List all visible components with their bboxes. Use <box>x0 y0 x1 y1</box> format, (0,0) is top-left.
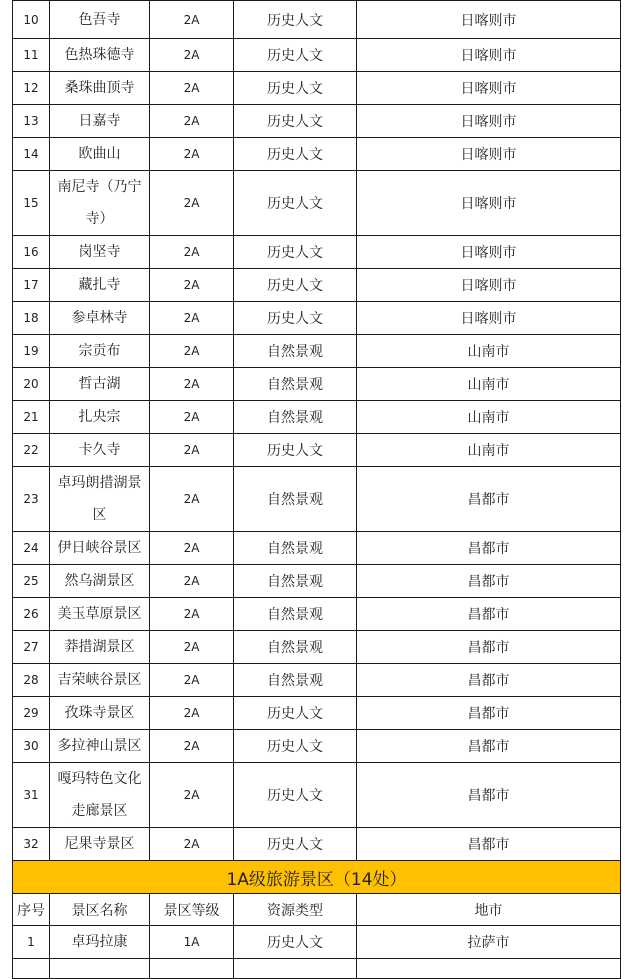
scenic-name: 参卓林寺 <box>50 302 150 335</box>
city-name: 拉萨市 <box>357 926 621 959</box>
scenic-name: 宗贡布 <box>50 335 150 368</box>
city-name: 日喀则市 <box>357 105 621 138</box>
table-row <box>13 828 621 861</box>
resource-type: 历史人文 <box>234 105 357 138</box>
row-number: 15 <box>13 171 50 236</box>
table-row <box>13 434 621 467</box>
city-name: 昌都市 <box>357 664 621 697</box>
scenic-level: 2A <box>150 467 234 532</box>
scenic-level: 2A <box>150 368 234 401</box>
scenic-name: 美玉草原景区 <box>50 598 150 631</box>
resource-type: 自然景观 <box>234 401 357 434</box>
scenic-name: 孜珠寺景区 <box>50 697 150 730</box>
row-number: 27 <box>13 631 50 664</box>
table-row <box>13 335 621 368</box>
resource-type: 历史人文 <box>234 72 357 105</box>
scenic-name: 藏扎寺 <box>50 269 150 302</box>
table-row <box>13 39 621 72</box>
scenic-name: 扎央宗 <box>50 401 150 434</box>
table-body <box>13 1 621 979</box>
resource-type: 自然景观 <box>234 467 357 532</box>
scenic-name: 岗坚寺 <box>50 236 150 269</box>
row-number: 32 <box>13 828 50 861</box>
scenic-level: 2A <box>150 72 234 105</box>
table-row <box>13 467 621 532</box>
table-row <box>13 664 621 697</box>
resource-type: 自然景观 <box>234 664 357 697</box>
scenic-level: 2A <box>150 269 234 302</box>
row-number: 21 <box>13 401 50 434</box>
row-number: 16 <box>13 236 50 269</box>
city-name: 山南市 <box>357 434 621 467</box>
scenic-name: 莽措湖景区 <box>50 631 150 664</box>
city-name: 山南市 <box>357 335 621 368</box>
table-row <box>13 1 621 39</box>
resource-type: 历史人文 <box>234 1 357 39</box>
resource-type: 历史人文 <box>234 926 357 959</box>
resource-type: 历史人文 <box>234 269 357 302</box>
scenic-name: 然乌湖景区 <box>50 565 150 598</box>
city-name: 山南市 <box>357 401 621 434</box>
resource-type: 自然景观 <box>234 565 357 598</box>
scenic-name: 色热珠德寺 <box>50 39 150 72</box>
scenic-name: 欧曲山 <box>50 138 150 171</box>
scenic-name: 吉荣峡谷景区 <box>50 664 150 697</box>
table-row <box>13 401 621 434</box>
row-number: 17 <box>13 269 50 302</box>
resource-type: 历史人文 <box>234 434 357 467</box>
city-name: 日喀则市 <box>357 39 621 72</box>
row-number: 31 <box>13 763 50 828</box>
scenic-name: 伊日峡谷景区 <box>50 532 150 565</box>
city-name: 日喀则市 <box>357 269 621 302</box>
city-name: 昌都市 <box>357 763 621 828</box>
header-name: 景区名称 <box>50 894 150 926</box>
scenic-level: 2A <box>150 236 234 269</box>
resource-type: 历史人文 <box>234 236 357 269</box>
row-number: 28 <box>13 664 50 697</box>
table-row <box>13 368 621 401</box>
section-header-row <box>13 861 621 894</box>
scenic-name: 日嘉寺 <box>50 105 150 138</box>
scenic-level: 2A <box>150 302 234 335</box>
table-row <box>13 171 621 236</box>
row-number: 20 <box>13 368 50 401</box>
resource-type: 历史人文 <box>234 828 357 861</box>
header-city: 地市 <box>357 894 621 926</box>
scenic-level: 2A <box>150 532 234 565</box>
city-name: 昌都市 <box>357 730 621 763</box>
scenic-level: 2A <box>150 434 234 467</box>
scenic-level: 2A <box>150 598 234 631</box>
resource-type: 自然景观 <box>234 532 357 565</box>
scenic-name: 尼果寺景区 <box>50 828 150 861</box>
table-row <box>13 598 621 631</box>
row-number: 10 <box>13 1 50 39</box>
city-name: 日喀则市 <box>357 72 621 105</box>
scenic-level: 2A <box>150 401 234 434</box>
row-number: 24 <box>13 532 50 565</box>
resource-type: 历史人文 <box>234 697 357 730</box>
scenic-name: 桑珠曲顶寺 <box>50 72 150 105</box>
row-number: 23 <box>13 467 50 532</box>
city-name: 日喀则市 <box>357 302 621 335</box>
scenic-level: 2A <box>150 335 234 368</box>
scenic-level: 2A <box>150 664 234 697</box>
scenic-level: 2A <box>150 763 234 828</box>
table-row <box>13 302 621 335</box>
table-row <box>13 72 621 105</box>
scenic-name: 多拉神山景区 <box>50 730 150 763</box>
resource-type: 历史人文 <box>234 302 357 335</box>
scenic-name: 嘎玛特色文化走廊景区 <box>50 763 150 828</box>
table-row-bottom-cut <box>13 959 621 979</box>
row-number: 25 <box>13 565 50 598</box>
scenic-name: 卡久寺 <box>50 434 150 467</box>
city-name: 日喀则市 <box>357 171 621 236</box>
scenic-name: 卓玛朗措湖景区 <box>50 467 150 532</box>
city-name: 日喀则市 <box>357 1 621 39</box>
scenic-level: 2A <box>150 828 234 861</box>
table-row <box>13 138 621 171</box>
row-number: 22 <box>13 434 50 467</box>
resource-type: 历史人文 <box>234 763 357 828</box>
table-row <box>13 105 621 138</box>
scenic-level: 2A <box>150 730 234 763</box>
row-number: 1 <box>13 926 50 959</box>
table-row <box>13 532 621 565</box>
city-name: 昌都市 <box>357 467 621 532</box>
city-name: 昌都市 <box>357 697 621 730</box>
resource-type: 历史人文 <box>234 171 357 236</box>
city-name: 昌都市 <box>357 565 621 598</box>
table-row <box>13 565 621 598</box>
header-number: 序号 <box>13 894 50 926</box>
table-row <box>13 269 621 302</box>
scenic-spots-table <box>12 0 621 979</box>
table-row <box>13 763 621 828</box>
scenic-level: 2A <box>150 1 234 39</box>
resource-type: 自然景观 <box>234 335 357 368</box>
scenic-level: 2A <box>150 105 234 138</box>
scenic-level: 2A <box>150 138 234 171</box>
city-name: 山南市 <box>357 368 621 401</box>
resource-type: 历史人文 <box>234 138 357 171</box>
scenic-level: 2A <box>150 39 234 72</box>
city-name: 日喀则市 <box>357 236 621 269</box>
table-row <box>13 236 621 269</box>
scenic-level: 2A <box>150 565 234 598</box>
scenic-name: 南尼寺（乃宁寺） <box>50 171 150 236</box>
row-number: 11 <box>13 39 50 72</box>
city-name: 昌都市 <box>357 828 621 861</box>
scenic-name: 哲古湖 <box>50 368 150 401</box>
row-number: 18 <box>13 302 50 335</box>
row-number: 13 <box>13 105 50 138</box>
header-type: 资源类型 <box>234 894 357 926</box>
row-number: 30 <box>13 730 50 763</box>
resource-type: 自然景观 <box>234 631 357 664</box>
table-row <box>13 926 621 959</box>
city-name: 昌都市 <box>357 598 621 631</box>
city-name: 昌都市 <box>357 532 621 565</box>
city-name: 日喀则市 <box>357 138 621 171</box>
row-number: 14 <box>13 138 50 171</box>
scenic-level: 2A <box>150 631 234 664</box>
table-row <box>13 631 621 664</box>
resource-type: 自然景观 <box>234 598 357 631</box>
table-row <box>13 697 621 730</box>
row-number: 29 <box>13 697 50 730</box>
scenic-level: 2A <box>150 697 234 730</box>
scenic-name: 色吾寺 <box>50 1 150 39</box>
scenic-level: 1A <box>150 926 234 959</box>
row-number: 26 <box>13 598 50 631</box>
table-row <box>13 730 621 763</box>
resource-type: 历史人文 <box>234 39 357 72</box>
header-level: 景区等级 <box>150 894 234 926</box>
city-name: 昌都市 <box>357 631 621 664</box>
resource-type: 历史人文 <box>234 730 357 763</box>
row-number: 19 <box>13 335 50 368</box>
row-number: 12 <box>13 72 50 105</box>
scenic-name: 卓玛拉康 <box>50 926 150 959</box>
scenic-level: 2A <box>150 171 234 236</box>
resource-type: 自然景观 <box>234 368 357 401</box>
section-title: 1A级旅游景区（14处） <box>13 861 621 894</box>
